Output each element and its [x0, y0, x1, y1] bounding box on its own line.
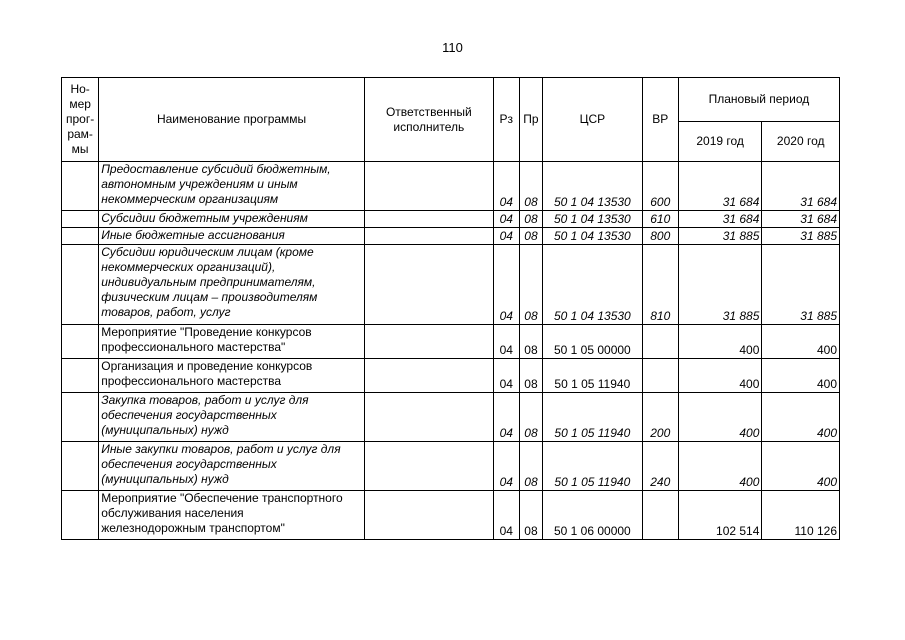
cell-responsible	[364, 325, 493, 359]
cell-pr: 08	[519, 393, 542, 442]
cell-responsible	[364, 245, 493, 325]
cell-number	[62, 162, 99, 211]
cell-name: Субсидии бюджетным учреждениям	[99, 211, 365, 228]
cell-csr: 50 1 04 13530	[543, 245, 643, 325]
cell-number	[62, 245, 99, 325]
cell-vr: 600	[642, 162, 678, 211]
cell-vr: 810	[642, 245, 678, 325]
cell-responsible	[364, 393, 493, 442]
cell-rz: 04	[493, 228, 519, 245]
cell-responsible	[364, 211, 493, 228]
cell-rz: 04	[493, 491, 519, 540]
cell-pr: 08	[519, 245, 542, 325]
cell-pr: 08	[519, 162, 542, 211]
header-program-number: Но- мер прог- рам- мы	[62, 78, 99, 162]
cell-number	[62, 211, 99, 228]
cell-name: Иные закупки товаров, работ и услуг для обеспечения государственных (муниципальных) нужд	[99, 442, 365, 491]
cell-responsible	[364, 359, 493, 393]
cell-2020: 400	[762, 359, 840, 393]
cell-responsible	[364, 491, 493, 540]
cell-name: Субсидии юридическим лицам (кроме некоммерческих организаций), индивидуальным предпринимателям, физическим лицам – производителям товаров, работ, услуг	[99, 245, 365, 325]
cell-vr	[642, 491, 678, 540]
cell-csr: 50 1 04 13530	[543, 228, 643, 245]
header-2019: 2019 год	[678, 122, 762, 162]
cell-2020: 31 684	[762, 211, 840, 228]
cell-2019: 400	[678, 325, 762, 359]
cell-responsible	[364, 228, 493, 245]
cell-pr: 08	[519, 359, 542, 393]
cell-rz: 04	[493, 359, 519, 393]
cell-pr: 08	[519, 228, 542, 245]
cell-2019: 400	[678, 442, 762, 491]
cell-2019: 102 514	[678, 491, 762, 540]
table-row	[62, 393, 840, 442]
cell-pr: 08	[519, 325, 542, 359]
table-row	[62, 245, 840, 325]
cell-name: Организация и проведение конкурсов профессионального мастерства	[99, 359, 365, 393]
cell-name: Закупка товаров, работ и услуг для обеспечения государственных (муниципальных) нужд	[99, 393, 365, 442]
table-row	[62, 491, 840, 540]
cell-number	[62, 393, 99, 442]
cell-rz: 04	[493, 211, 519, 228]
cell-2019: 400	[678, 359, 762, 393]
header-csr: ЦСР	[543, 78, 643, 162]
cell-2019: 31 885	[678, 245, 762, 325]
cell-csr: 50 1 05 00000	[543, 325, 643, 359]
budget-table	[61, 77, 840, 540]
header-pr: Пр	[519, 78, 542, 162]
cell-vr: 800	[642, 228, 678, 245]
header-responsible: Ответственный исполнитель	[364, 78, 493, 162]
cell-vr: 240	[642, 442, 678, 491]
table-row	[62, 211, 840, 228]
header-vr: ВР	[642, 78, 678, 162]
cell-csr: 50 1 04 13530	[543, 162, 643, 211]
cell-2020: 400	[762, 393, 840, 442]
cell-2020: 110 126	[762, 491, 840, 540]
cell-number	[62, 491, 99, 540]
cell-vr	[642, 359, 678, 393]
cell-2020: 400	[762, 325, 840, 359]
cell-rz: 04	[493, 442, 519, 491]
cell-2019: 400	[678, 393, 762, 442]
cell-csr: 50 1 05 11940	[543, 393, 643, 442]
cell-vr	[642, 325, 678, 359]
cell-csr: 50 1 04 13530	[543, 211, 643, 228]
table-row	[62, 359, 840, 393]
cell-rz: 04	[493, 162, 519, 211]
cell-name: Иные бюджетные ассигнования	[99, 228, 365, 245]
cell-pr: 08	[519, 442, 542, 491]
cell-csr: 50 1 05 11940	[543, 442, 643, 491]
cell-rz: 04	[493, 393, 519, 442]
cell-csr: 50 1 05 11940	[543, 359, 643, 393]
cell-2020: 31 684	[762, 162, 840, 211]
cell-vr: 200	[642, 393, 678, 442]
cell-2019: 31 684	[678, 162, 762, 211]
cell-rz: 04	[493, 325, 519, 359]
header-2020: 2020 год	[762, 122, 840, 162]
table-row	[62, 325, 840, 359]
cell-2019: 31 885	[678, 228, 762, 245]
cell-responsible	[364, 442, 493, 491]
table-row	[62, 442, 840, 491]
cell-rz: 04	[493, 245, 519, 325]
cell-number	[62, 325, 99, 359]
cell-2020: 31 885	[762, 228, 840, 245]
cell-number	[62, 442, 99, 491]
page-number: 110	[442, 40, 463, 55]
cell-pr: 08	[519, 491, 542, 540]
cell-name: Мероприятие "Проведение конкурсов профессионального мастерства"	[99, 325, 365, 359]
header-rz: Рз	[493, 78, 519, 162]
table-row	[62, 228, 840, 245]
cell-number	[62, 228, 99, 245]
cell-number	[62, 359, 99, 393]
cell-2020: 400	[762, 442, 840, 491]
cell-vr: 610	[642, 211, 678, 228]
table-row	[62, 162, 840, 211]
cell-csr: 50 1 06 00000	[543, 491, 643, 540]
cell-2020: 31 885	[762, 245, 840, 325]
cell-name: Мероприятие "Обеспечение транспортного обслуживания населения железнодорожным транспортом"	[99, 491, 365, 540]
cell-name: Предоставление субсидий бюджетным, автономным учреждениям и иным некоммерческим организациям	[99, 162, 365, 211]
header-program-name: Наименование программы	[99, 78, 365, 162]
cell-2019: 31 684	[678, 211, 762, 228]
header-planned-period: Плановый период	[678, 78, 839, 122]
cell-pr: 08	[519, 211, 542, 228]
cell-responsible	[364, 162, 493, 211]
